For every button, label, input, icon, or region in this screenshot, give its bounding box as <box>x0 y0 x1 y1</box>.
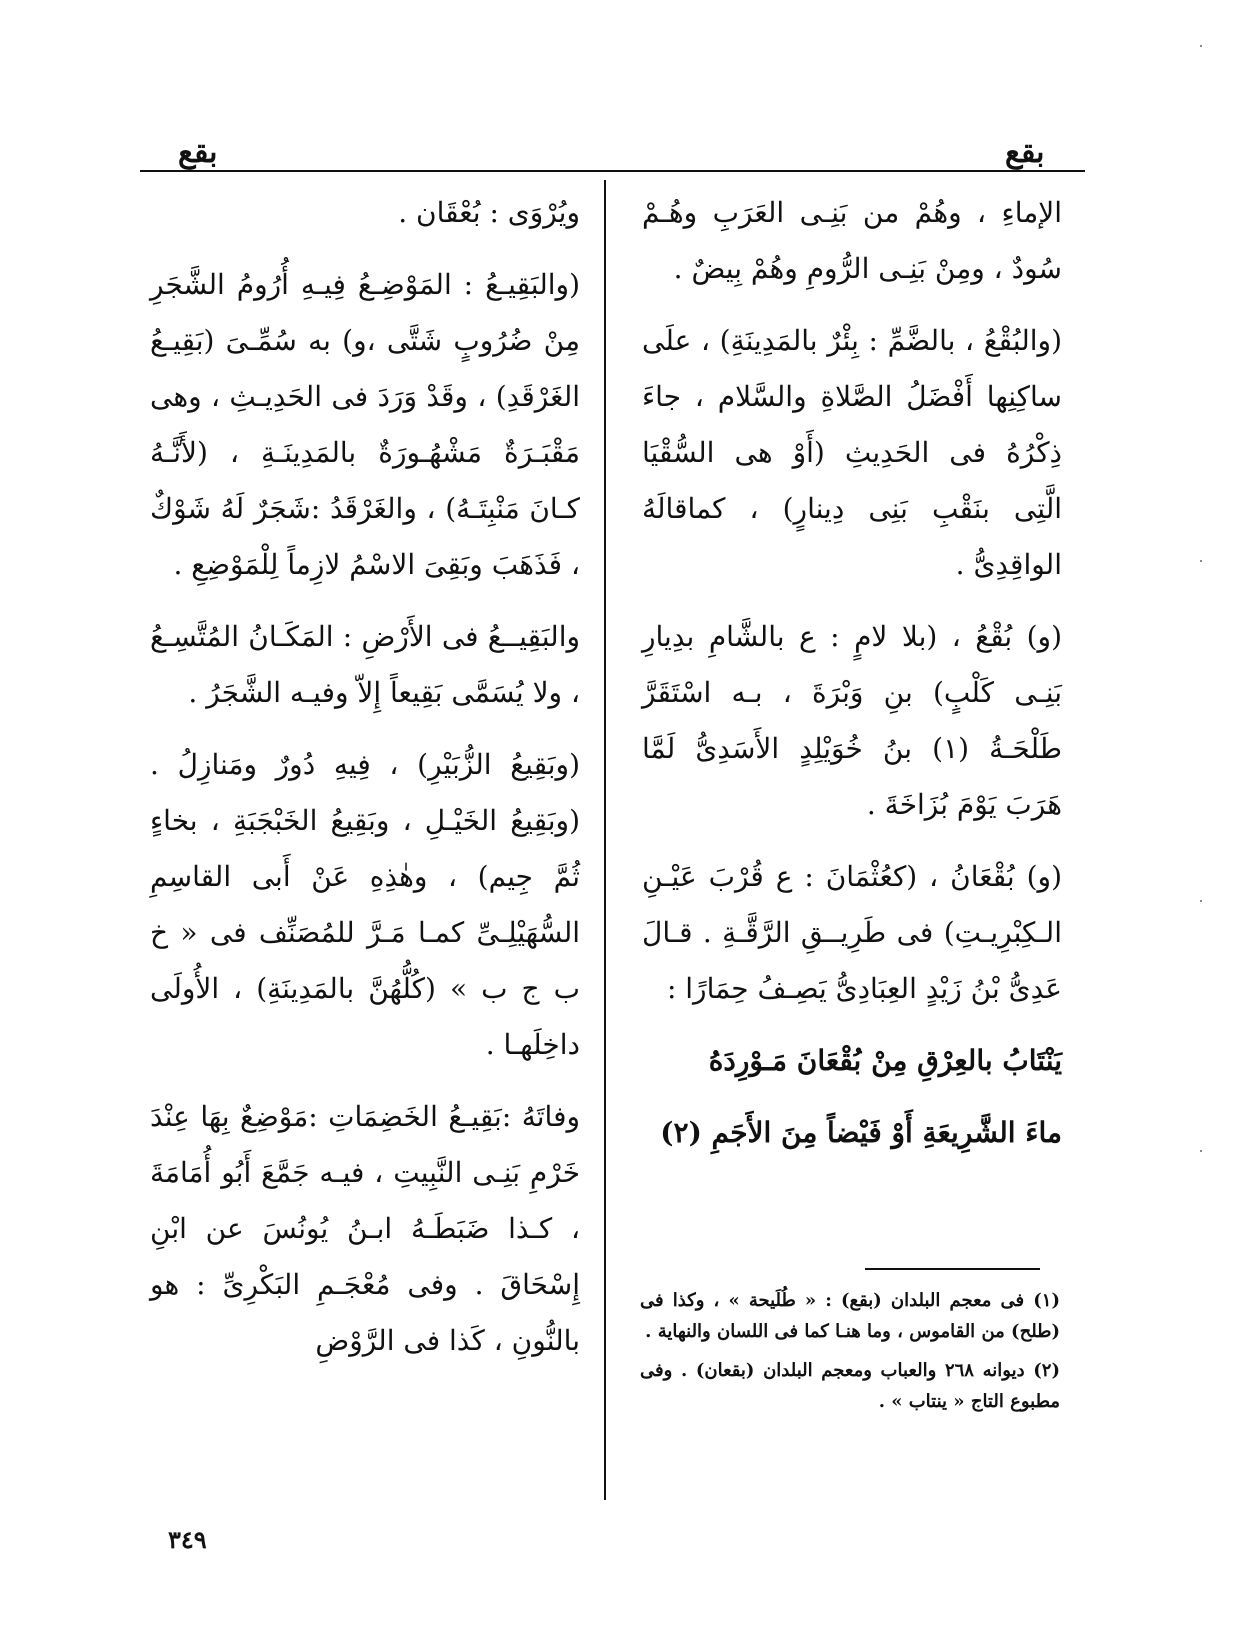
verse-line-1: يَنْتَابُ بالعِرْقِ مِنْ بُقْعَانَ مَـوْرِدَهُ <box>708 1044 1062 1077</box>
footnote-2: (٢) ديوانه ٢٦٨ والعباب ومعجم البلدان (بقعان) . وفى مطبوع التاج « ينتاب » . <box>640 1360 1060 1412</box>
right-column <box>642 185 1062 1185</box>
paragraph: (و) بُقْعُ ، (بلا لامٍ : ع بالشَّامِ بدِيارِ بَنِـى كَلْبٍ) بنِ وَبْرَةَ ، بـه اسْتَقَرَّ طَلْحَـةُ (١) بنُ خُوَيْلِدٍ الأَسَدِىُّ لَمَّا هَرَبَ يَوْمَ بُزَاخَةَ . <box>642 620 1062 821</box>
margin-dot <box>1200 560 1202 562</box>
margin-dot <box>1200 900 1202 902</box>
header-rule <box>140 170 1085 172</box>
page-number: ٣٤٩ <box>168 1525 207 1554</box>
paragraph: والبَقِيــعُ فى الأَرْضِ : المَكَـانُ المُتَّسِـعُ ، ولا يُسَمَّى بَقِيعاً إِلاّ وفيـه الشَّجَرُ . <box>150 620 580 709</box>
footnotes <box>640 1285 1060 1425</box>
paragraph: (والبَقِيـعُ : المَوْضِـعُ فِيـهِ أُرُومُ الشَّجَرِ مِنْ ضُرُوبٍ شَتَّى ،و) به سُمِّـىَ (بَقِيـعُ الغَرْقَدِ) ، وقَدْ وَرَدَ فى الحَدِيـثِ ، وهى مَقْبَـرَةٌ مَشْهُـورَةٌ بالمَدِينَـةِ ، (لأَنَّـهُ كـانَ مَنْبِتَـهُ) ، والغَرْقَدُ :شَجَرٌ لَهُ شَوْكٌ ، فَذَهَبَ وبَقِىَ الاسْمُ لازِماً لِلْمَوْضِعِ . <box>150 268 580 581</box>
paragraph: (والبُقْعُ ، بالضَّمِّ : بِئْرٌ بالمَدِينَةِ) ، علَى ساكِنِها أَفْضَلُ الصَّلاةِ والسَّلام ، جاءَ ذِكْرُهُ فى الحَدِيثِ (أَوْ هى السُّقْيَا الَّتِى بنَقْبِ بَنِى دِينارٍ) ، كماقالَهُ الواقِدِىُّ . <box>642 324 1062 581</box>
margin-dot <box>1200 1150 1202 1152</box>
column-divider <box>604 180 606 1500</box>
paragraph: ويُرْوَى : بُعْقَان . <box>398 196 580 229</box>
margin-dot <box>1200 45 1202 47</box>
paragraph: الإماءِ ، وهُمْ من بَنِـى العَرَبِ وهُـمْ سُودٌ ، ومِنْ بَنِـى الرُّومِ وهُمْ بِيضٌ . <box>642 196 1062 285</box>
running-head-right: بقع <box>1005 135 1045 170</box>
left-column <box>150 185 580 1385</box>
footnote-1: (١) فى معجم البلدان (بقع) : « طُلَيحة » ، وكذا فى (طلح) من القاموس ، وما هنـا كما فى اللسان والنهاية . <box>640 1290 1060 1342</box>
paragraph: (و) بُقْعَانُ ، (كعُثْمَانَ : ع قُرْبَ عَيْـنِ الـكِبْرِيـتِ) فى طَرِيــقِ الرَّقَّـةِ . قـالَ عَدِىُّ بْنُ زَيْدٍ العِبَادِىُّ يَصِـفُ حِمَارًا : <box>642 860 1062 1005</box>
paragraph: وفاتَهُ :بَقِيـعُ الخَضِمَاتِ :مَوْضِعٌ بِهَا عِنْدَ خَرْمِ بَنِـى النَّبِيتِ ، فيـه جَمَّعَ أَبُو أُمَامَةَ ، كـذا ضَبَطَـهُ ابـنُ يُونُسَ عن ابْنِ إِسْحَاقَ . وفى مُعْجَـمِ البَكْرِىِّ : هو بالنُّونِ ، كَذا فى الرَّوْضِ <box>150 1100 580 1357</box>
paragraph: (وبَقِيعُ الزُّبَيْرِ) ، فِيهِ دُورٌ ومَنازِلُ . (وبَقِيعُ الخَيْـلِ ، وبَقِيعُ الخَبْجَبَةِ ، بخاءٍ ثُمَّ جِيم) ، وهٰذِهِ عَنْ أَبى القاسِمِ السُّهَيْلِـىِّ كمـا مَـرَّ للمُصَنِّف فى « خ ب ج ب » (كُلُّهُنَّ بالمَدِينَةِ) ، الأُولَى داخِلَهـا . <box>150 748 580 1061</box>
running-head-left: بقع <box>178 135 218 170</box>
verse-line-2: ماءَ الشَّرِيعَةِ أَوْ فَيْضاً مِنَ الأَجَمِ (٢) <box>660 1116 1062 1149</box>
footnote-rule <box>865 1268 1040 1270</box>
